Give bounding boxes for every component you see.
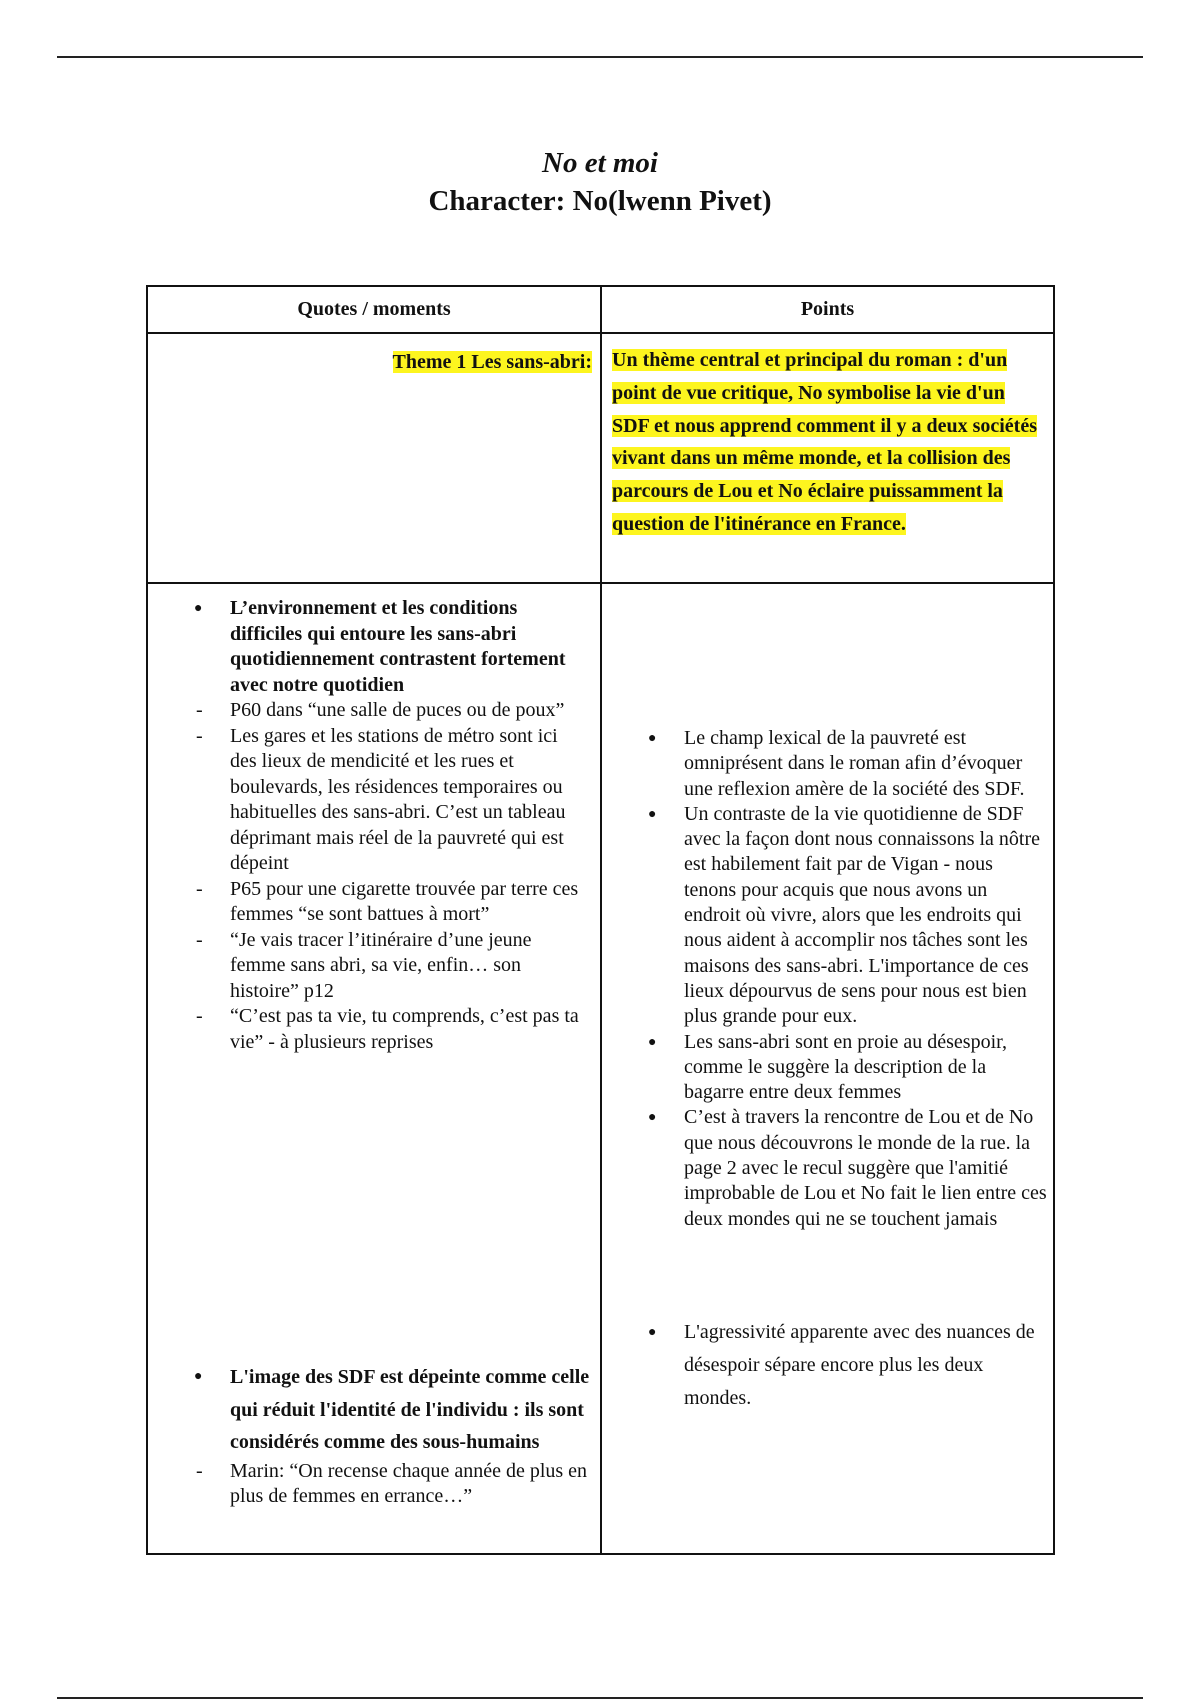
title-block [0, 144, 1200, 220]
quote-item: - Les gares et les stations de métro sont ici des lieux de mendicité et les rues et boulevards, les résidences temporaires ou habituelles des sans-abri. C’est un tableau déprimant mais réel de la pauvreté qui est dépeint [148, 724, 588, 877]
header-quotes: Quotes / moments [147, 286, 601, 333]
section1-heading: ● L’environnement et les conditions difficiles qui entoure les sans-abri quotidiennement contrastent fortement avec notre quotidien [148, 596, 588, 698]
point-item: ● Le champ lexical de la pauvreté est omniprésent dans le roman afin d’évoquer une reflexion amère de la société des SDF. [602, 726, 1047, 802]
point-item: ● Un contraste de la vie quotidienne de SDF avec la façon dont nous connaissons la nôtre est habilement fait par de Vigan - nous tenons pour acquis que nous avons un endroit où vivre, alors que les endroits qui nous aident à accomplir nos tâches sont les maisons des sans-abri. L'importance de ces lieux dépourvus de sens pour nous est bien plus grande pour eux. [602, 802, 1047, 1030]
section2-heading: ● L'image des SDF est dépeinte comme celle qui réduit l'identité de l'individu : ils sont considérés comme des sous-humains [148, 1361, 600, 1459]
theme-text-wrapper [602, 334, 1053, 541]
theme-text: Un thème central et principal du roman : d'un point de vue critique, No symbolise la vie d'un SDF et nous apprend comment il y a deux sociétés vivant dans un même monde, et la collision des parcours de Lou et No éclaire puissamment la question de l'itinérance en France. [612, 349, 1037, 535]
top-rule [57, 56, 1143, 58]
point-item: ● C’est à travers la rencontre de Lou et de No que nous découvrons le monde de la rue. la page 2 avec le recul suggère que l'amitié improbable de Lou et No fait le lien entre ces deux mondes qui ne se touchent jamais [602, 1105, 1047, 1231]
quote-item: - Marin: “On recense chaque année de plus en plus de femmes en errance…” [148, 1459, 600, 1509]
document-title: No et moi [542, 147, 658, 179]
document-subtitle: Character: No(lwenn Pivet) [428, 185, 772, 217]
quotes-cell [147, 583, 601, 1554]
notes-table [146, 285, 1055, 1555]
theme-label-wrapper [148, 334, 600, 379]
point-item: ● Les sans-abri sont en proie au désespoir, comme le suggère la description de la bagarre entre deux femmes [602, 1030, 1047, 1106]
theme-label: Theme 1 Les sans-abri: [392, 351, 592, 373]
points-cell [601, 583, 1054, 1554]
header-points: Points [601, 286, 1054, 333]
points-list [602, 726, 1047, 1232]
quote-item: - P65 pour une cigarette trouvée par terre ces femmes “se sont battues à mort” [148, 877, 588, 928]
quote-item: - P60 dans “une salle de puces ou de poux” [148, 698, 588, 724]
header-row [147, 286, 1054, 333]
point-item-last: ● L'agressivité apparente avec des nuances de désespoir sépare encore plus les deux mondes. [602, 1316, 1047, 1415]
theme-text-cell [601, 333, 1054, 583]
theme-label-cell [147, 333, 601, 583]
bottom-rule [57, 1697, 1143, 1699]
section-identity [148, 1361, 600, 1509]
quote-item: - “C’est pas ta vie, tu comprends, c’est pas ta vie” - à plusieurs reprises [148, 1004, 588, 1055]
quote-item: - “Je vais tracer l’itinéraire d’une jeune femme sans abri, sa vie, enfin… son histoire” p12 [148, 928, 588, 1005]
content-row [147, 583, 1054, 1554]
theme-row [147, 333, 1054, 583]
section-environment [148, 596, 588, 1055]
points-list-last [602, 1316, 1047, 1415]
